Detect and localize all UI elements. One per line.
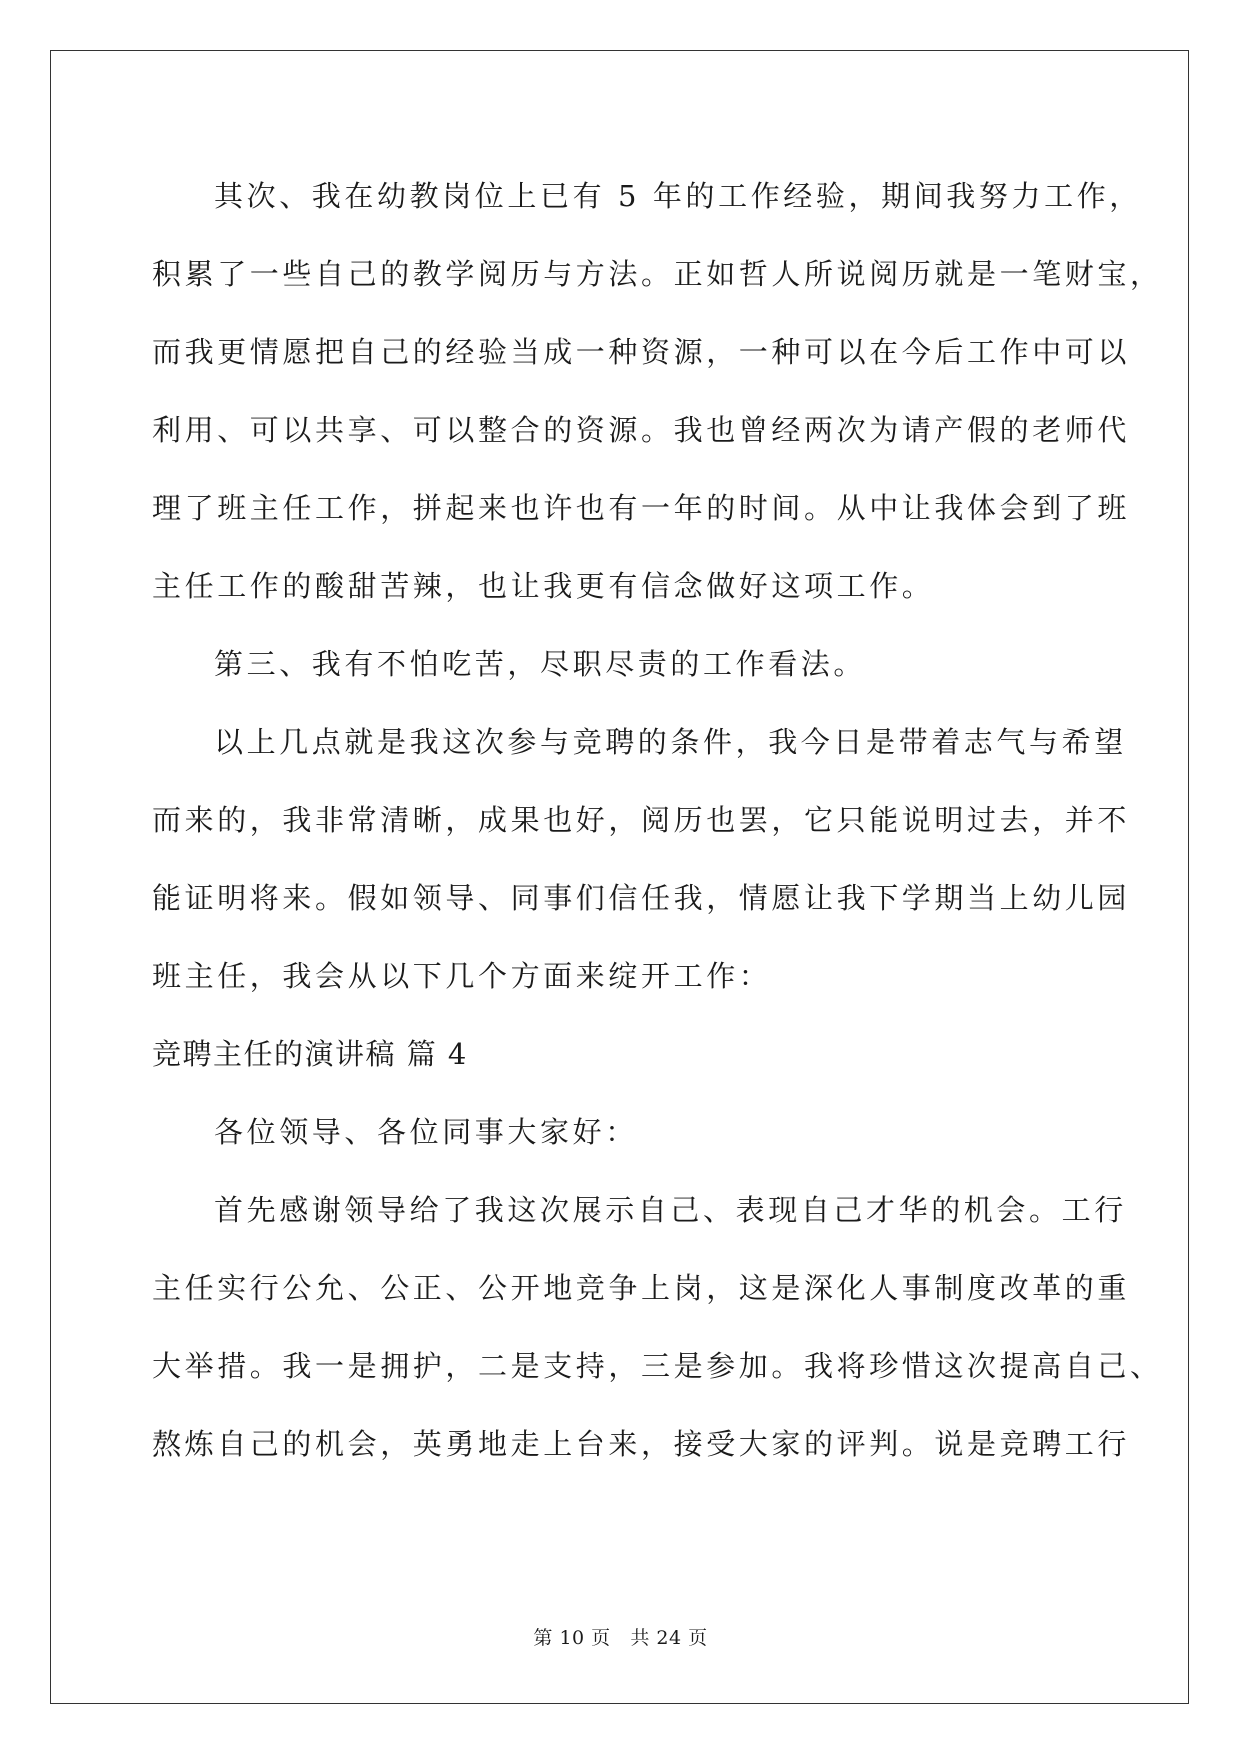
text-line: 主任实行公允、公正、公开地竞争上岗，这是深化人事制度改革的重: [152, 1271, 1131, 1305]
text-line: 班主任，我会从以下几个方面来绽开工作：: [152, 959, 772, 993]
page-footer: [0, 1623, 1241, 1650]
text-line: 大举措。我一是拥护，二是支持，三是参加。我将珍惜这次提高自己、: [152, 1349, 1163, 1383]
text-line: 利用、可以共享、可以整合的资源。我也曾经两次为请产假的老师代: [152, 413, 1131, 447]
text-line: 以上几点就是我这次参与竞聘的条件，我今日是带着志气与希望: [214, 725, 1127, 759]
page-total: 共 24 页: [630, 1627, 708, 1649]
text-line: 熬炼自己的机会，英勇地走上台来，接受大家的评判。说是竞聘工行: [152, 1427, 1131, 1461]
text-line: 第三、我有不怕吃苦，尽职尽责的工作看法。: [214, 647, 867, 681]
text-line: 理了班主任工作，拼起来也许也有一年的时间。从中让我体会到了班: [152, 491, 1131, 525]
text-line: 首先感谢领导给了我这次展示自己、表现自己才华的机会。工行: [214, 1193, 1127, 1227]
text-line: 各位领导、各位同事大家好：: [214, 1115, 638, 1149]
text-line: 而来的，我非常清晰，成果也好，阅历也罢，它只能说明过去，并不: [152, 803, 1131, 837]
text-line: 主任工作的酸甜苦辣，也让我更有信念做好这项工作。: [152, 569, 935, 603]
text-line: 其次、我在幼教岗位上已有 5 年的工作经验，期间我努力工作，: [214, 179, 1142, 213]
page-number: 第 10 页: [533, 1627, 611, 1649]
text-line: 积累了一些自己的教学阅历与方法。正如哲人所说阅历就是一笔财宝，: [152, 257, 1163, 291]
document-body: [152, 164, 1163, 1490]
text-line: 能证明将来。假如领导、同事们信任我，情愿让我下学期当上幼儿园: [152, 881, 1131, 915]
text-line: 而我更情愿把自己的经验当成一种资源，一种可以在今后工作中可以: [152, 335, 1131, 369]
section-heading: 竞聘主任的演讲稿 篇 4: [152, 1037, 468, 1071]
